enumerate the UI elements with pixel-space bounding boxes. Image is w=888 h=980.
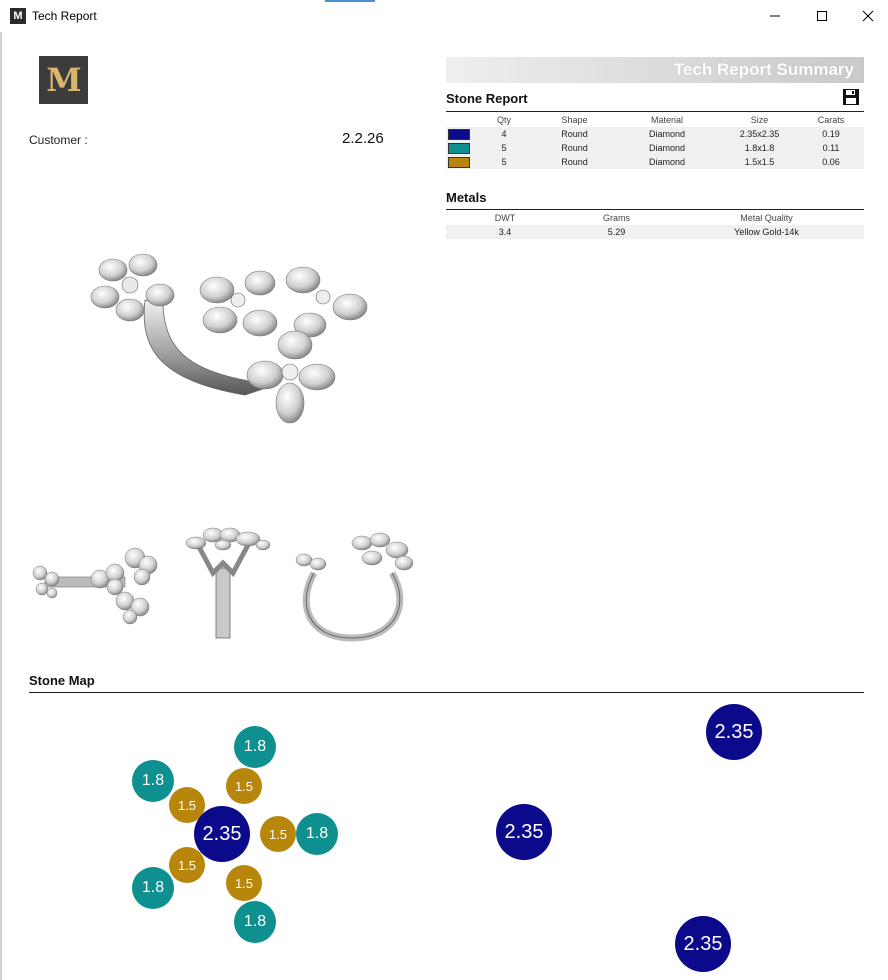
stone-map-rule [29,692,864,693]
stone-marker-1-8: 1.8 [296,813,338,855]
stone-marker-2-35: 2.35 [194,806,250,862]
metals-rule [446,209,864,210]
stone-report-table [446,113,864,169]
col-carats: Carats [817,115,845,125]
color-swatch [448,143,470,154]
ring-front-view [178,523,270,639]
stone-marker-2-35: 2.35 [496,804,552,860]
customer-label: Customer : [29,133,88,147]
stone-marker-1-8: 1.8 [234,726,276,768]
stone-marker-1-5: 1.5 [169,787,205,823]
maximize-button[interactable] [799,0,845,32]
cell-dwt: 3.4 [446,225,564,239]
stone-map [41,697,863,977]
summary-title: Tech Report Summary [673,60,854,79]
stone-marker-2-35: 2.35 [706,704,762,760]
minimize-button[interactable] [752,0,798,32]
table-row [446,127,864,141]
cell-size: 1.8x1.8 [721,141,798,155]
cell-carats: 0.11 [798,141,864,155]
stone-marker-1-5: 1.5 [169,847,205,883]
stone-marker-2-35: 2.35 [675,916,731,972]
cell-carats: 0.06 [798,155,864,169]
col-size: Size [750,115,769,125]
col-dwt: DWT [494,213,516,223]
stone-report-header-row [446,113,864,127]
maximize-icon [816,10,828,22]
cell-size: 2.35x2.35 [721,127,798,141]
cell-material: Diamond [613,141,721,155]
stone-report-title: Stone Report [446,91,528,106]
cell-shape: Round [536,127,613,141]
cell-material: Diamond [613,127,721,141]
metals-header-row [446,211,864,225]
stone-report-rule [446,111,864,112]
title-bar [0,0,888,32]
cell-size: 1.5x1.5 [721,155,798,169]
metals-title: Metals [446,190,487,205]
stone-marker-1-5: 1.5 [226,865,262,901]
col-qty: Qty [496,115,511,125]
col-material: Material [650,115,683,125]
window-title: Tech Report [32,9,97,23]
stone-marker-1-8: 1.8 [234,901,276,943]
save-icon[interactable] [842,88,860,106]
stone-map-title: Stone Map [29,673,95,688]
flower-right [286,267,367,337]
col-shape: Shape [561,115,588,125]
table-row [446,155,864,169]
app-icon: M [10,8,26,24]
close-icon [862,10,874,22]
cell-material: Diamond [613,155,721,169]
stone-marker-1-8: 1.8 [132,867,174,909]
cell-metal-quality: Yellow Gold-14k [669,225,864,239]
cell-grams: 5.29 [564,225,669,239]
color-swatch [448,157,470,168]
color-swatch [448,129,470,140]
close-button[interactable] [845,0,888,32]
stone-marker-1-5: 1.5 [226,768,262,804]
ring-side-view [30,543,158,625]
flower-middle [200,271,277,336]
ring-main-render [85,245,375,430]
summary-header [446,57,864,83]
col-metal-quality: Metal Quality [740,213,793,223]
cell-qty: 5 [472,141,536,155]
flower-bottom [247,331,335,423]
minimize-icon [769,10,781,22]
col-grams: Grams [603,213,630,223]
stone-marker-1-5: 1.5 [260,816,296,852]
metals-table [446,211,864,239]
stone-marker-1-8: 1.8 [132,760,174,802]
cell-shape: Round [536,155,613,169]
cell-carats: 0.19 [798,127,864,141]
cell-shape: Round [536,141,613,155]
company-logo [39,56,88,104]
window-edge [0,32,2,980]
ring-profile-view [292,528,416,642]
cell-qty: 4 [472,127,536,141]
logo-letter: M [46,61,81,99]
title-accent [325,0,375,2]
version-number: 2.2.26 [342,130,384,147]
cell-qty: 5 [472,155,536,169]
table-row [446,225,864,239]
table-row [446,141,864,155]
